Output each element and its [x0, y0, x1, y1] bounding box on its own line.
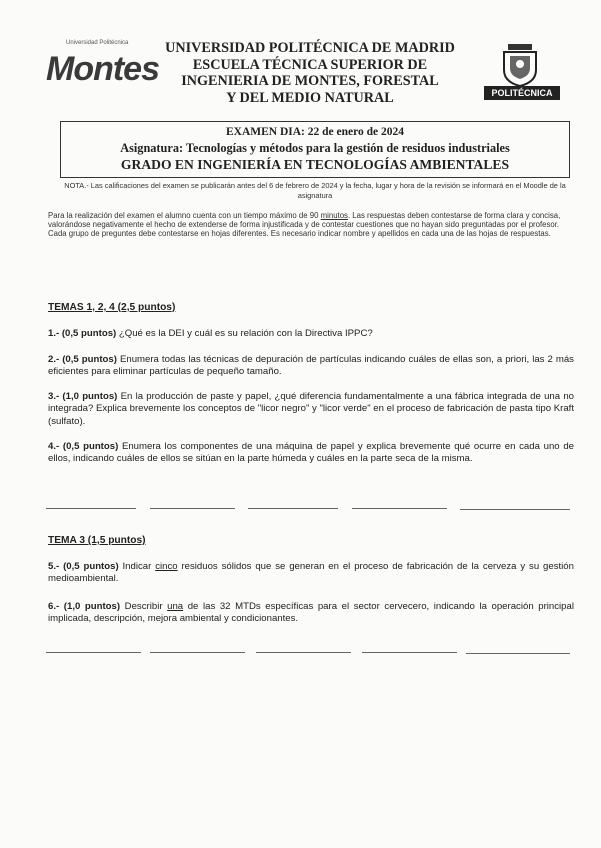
- question-5-text-a: Indicar: [118, 561, 156, 572]
- institution-header: [150, 40, 470, 106]
- question-6-text-c: de las 32 MTDs específicas para el sector cervecero, indicando la operación principal implicada, descripción, mejora ambiental y condicionantes.: [48, 601, 574, 625]
- separator-line: [150, 652, 245, 653]
- header-line-3: INGENIERIA DE MONTES, FORESTAL: [181, 73, 439, 89]
- question-2: [48, 354, 574, 379]
- separator-line: [362, 652, 457, 653]
- separator-line: [150, 508, 235, 509]
- question-6-emphasis: una: [167, 601, 184, 612]
- question-1: [48, 328, 574, 340]
- instructions-text-a: Para la realización del examen el alumno cuenta con un tiempo máximo de 90: [48, 211, 321, 220]
- instructions-paragraph-1: [48, 211, 574, 229]
- question-4-label: 4.- (0,5 puntos): [48, 441, 119, 452]
- question-4-text: Enumera los componentes de una máquina de papel y explica brevemente qué ocurre en cada uno de ellos, indicando cuáles de ellos se sitúan en la parte húmeda y cuáles en la parte seca de la misma.: [48, 441, 574, 465]
- question-5-text-c: residuos sólidos que se generan en el proceso de fabricación de la cerveza y su gestión medioambiental.: [48, 561, 574, 585]
- exam-date: EXAMEN DIA: 22 de enero de 2024: [225, 126, 405, 138]
- separator-line: [466, 653, 570, 654]
- question-3: [48, 391, 574, 428]
- section-1-title: TEMAS 1, 2, 4 (2,5 puntos): [48, 302, 176, 313]
- logo-montes-text: Montes: [46, 50, 159, 88]
- separator-line: [248, 508, 338, 509]
- header-line-4: Y DEL MEDIO NATURAL: [226, 89, 394, 106]
- question-5-label: 5.- (0,5 puntos): [48, 561, 119, 572]
- politecnica-badge: POLITÉCNICA: [484, 86, 560, 100]
- question-3-label: 3.- (1,0 puntos): [48, 391, 118, 402]
- exam-info-box: [60, 121, 570, 178]
- question-1-text: ¿Qué es la DEI y cuál es su relación con la Directiva IPPC?: [116, 328, 373, 339]
- instructions-minutes: minutos: [320, 211, 348, 220]
- question-6-label: 6.- (1,0 puntos): [48, 601, 121, 612]
- question-5-emphasis: cinco: [155, 561, 178, 572]
- exam-subject: Asignatura: Tecnologías y métodos para la gestión de residuos industriales: [120, 141, 510, 155]
- question-1-label: 1.- (0,5 puntos): [48, 328, 117, 339]
- header-line-1: UNIVERSIDAD POLITÉCNICA DE MADRID: [165, 40, 455, 56]
- exam-instructions: [48, 211, 574, 239]
- logo-university-text: Universidad Politécnica: [66, 40, 129, 46]
- question-6-text-a: Describir: [120, 601, 168, 612]
- question-2-text: Enumera todas las técnicas de depuración de partículas indicando cuáles de ellas son, a priori, las 2 más eficientes para eliminar partículas de pequeño tamaño.: [48, 354, 574, 378]
- header-line-2: ESCUELA TÉCNICA SUPERIOR DE: [192, 56, 428, 73]
- separator-line: [46, 508, 136, 509]
- separator-line: [256, 652, 351, 653]
- question-6: [48, 601, 574, 626]
- section-2-title: TEMA 3 (1,5 puntos): [48, 535, 146, 546]
- instructions-paragraph-2: Cada grupo de preguntes debe contestarse en hojas diferentes. Es necesario indicar nombre y apellidos en cada una de las hojas de respuestas.: [48, 229, 551, 239]
- instructions-text-c: . Las respuestas deben contestarse de forma clara y concisa, valorándose negativamente el hecho de extenderse de forma injustificada y de contestar cuestiones que no hayan sido preguntadas por el profesor.: [48, 211, 561, 230]
- separator-line: [460, 509, 570, 510]
- question-3-text: En la producción de paste y papel, ¿qué diferencia fundamentalmente a una fábrica integrada de una no integrada? Explica brevemente los conceptos de "licor negro" y "licor verde" en el proceso de fabricación de pasta tipo Kraft (sulfato).: [48, 391, 574, 427]
- question-5: [48, 561, 574, 586]
- question-4: [48, 441, 574, 466]
- separator-line: [352, 508, 447, 509]
- montes-logo: [44, 38, 159, 94]
- nota-text: NOTA.- Las calificaciones del examen se publicarán antes del 6 de febrero de 2024 y la fecha, lugar y hora de la revisión se informará en el Moodle de la asignatura: [64, 181, 566, 200]
- upm-crest-icon: [474, 42, 566, 102]
- exam-degree: GRADO EN INGENIERÍA EN TECNOLOGÍAS AMBIENTALES: [120, 157, 510, 172]
- crest-shape: [474, 42, 566, 88]
- question-2-label: 2.- (0,5 puntos): [48, 354, 117, 365]
- separator-line: [46, 652, 141, 653]
